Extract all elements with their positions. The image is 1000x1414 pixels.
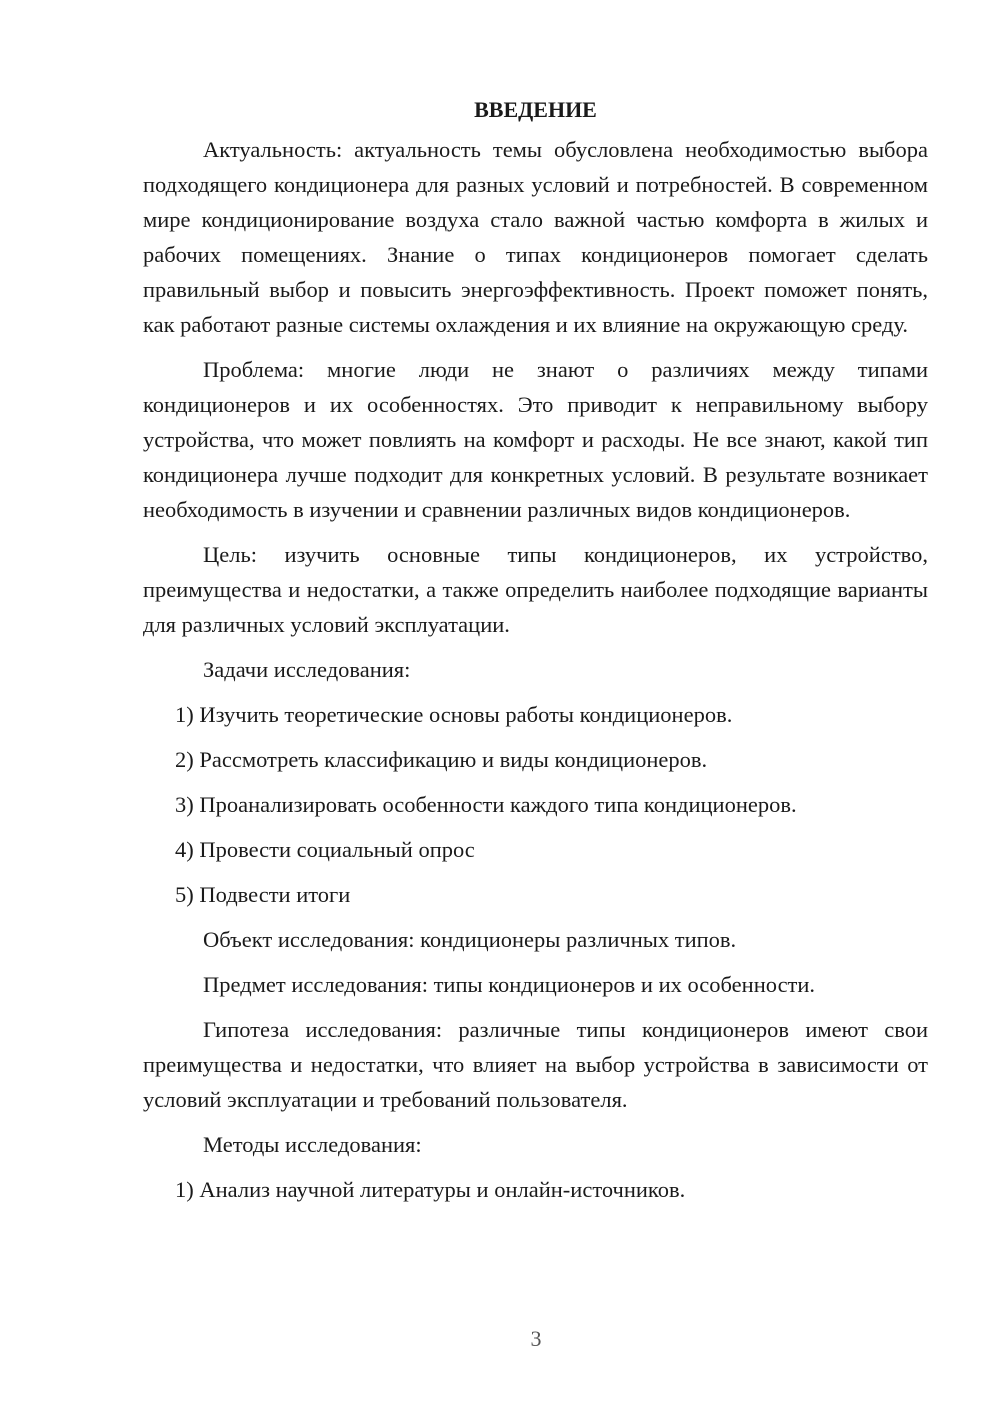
list-item: 2) Рассмотреть классификацию и виды кондиционеров. <box>175 747 708 772</box>
page-number: 3 <box>530 1326 542 1351</box>
subject-line: Предмет исследования: типы кондиционеров и их особенности. <box>203 972 816 997</box>
goal-paragraph: Цель: изучить основные типы кондиционеров, их устройство, преимущества и недостатки, а также определить наиболее подходящие варианты для различных условий эксплуатации. <box>143 542 928 637</box>
problem-paragraph: Проблема: многие люди не знают о различиях между типами кондиционеров и их особенностях. Это приводит к неправильному выбору устройства, что может повлиять на комфорт и расходы. Не все знают, какой тип кондиционера лучше подходит для конкретных условий. В результате возникает необходимость в изучении и сравнении различных видов кондиционеров. <box>143 357 928 522</box>
list-item: 5) Подвести итоги <box>175 882 351 907</box>
page-title: ВВЕДЕНИЕ <box>474 97 597 122</box>
tasks-list <box>143 697 928 912</box>
methods-heading: Методы исследования: <box>203 1132 422 1157</box>
list-item: 4) Провести социальный опрос <box>175 837 475 862</box>
list-item: 3) Проанализировать особенности каждого типа кондиционеров. <box>175 792 797 817</box>
relevance-paragraph: Актуальность: актуальность темы обусловлена необходимостью выбора подходящего кондиционера для разных условий и потребностей. В современном мире кондиционирование воздуха стало важной частью комфорта в жилых и рабочих помещениях. Знание о типах кондиционеров помогает сделать правильный выбор и повысить энергоэффективность. Проект поможет понять, как работают разные системы охлаждения и их влияние на окружающую среду. <box>143 137 928 337</box>
document-page <box>143 95 928 1217</box>
object-line: Объект исследования: кондиционеры различных типов. <box>203 927 737 952</box>
methods-list <box>143 1172 928 1207</box>
list-item: 1) Анализ научной литературы и онлайн-источников. <box>175 1177 686 1202</box>
list-item: 1) Изучить теоретические основы работы кондиционеров. <box>175 702 733 727</box>
tasks-heading: Задачи исследования: <box>203 657 411 682</box>
hypothesis-paragraph: Гипотеза исследования: различные типы кондиционеров имеют свои преимущества и недостатки, что влияет на выбор устройства в зависимости от условий эксплуатации и требований пользователя. <box>143 1017 928 1112</box>
